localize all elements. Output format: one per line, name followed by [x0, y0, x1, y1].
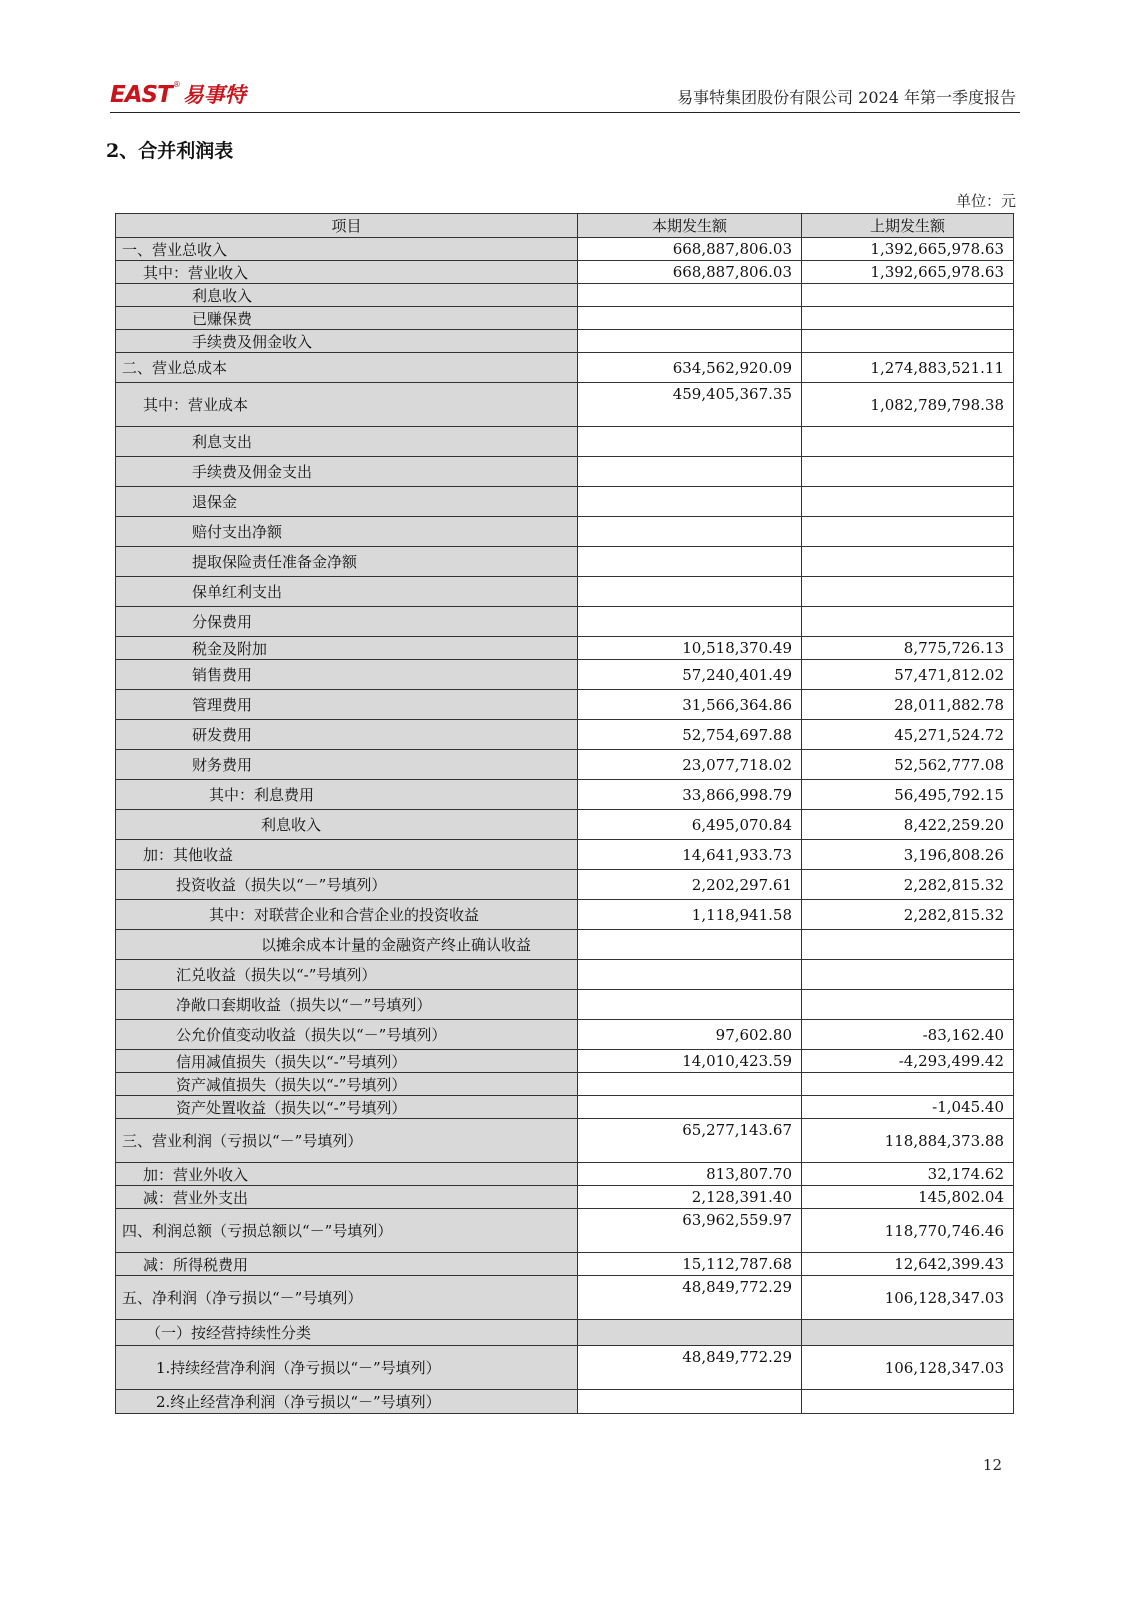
row-current-value: 668,887,806.03 — [578, 261, 802, 284]
page-header — [110, 78, 1020, 113]
table-row — [116, 1253, 1014, 1276]
table-row — [116, 780, 1014, 810]
row-current-value: 6,495,070.84 — [578, 810, 802, 840]
row-current-value: 63,962,559.97 — [578, 1209, 802, 1253]
row-previous-value: 145,802.04 — [802, 1186, 1014, 1209]
row-item-label: 其中：营业成本 — [116, 383, 578, 427]
row-item-label: 手续费及佣金收入 — [116, 330, 578, 353]
row-previous-value: 8,775,726.13 — [802, 637, 1014, 660]
row-item-label: 减：所得税费用 — [116, 1253, 578, 1276]
row-item-label: 三、营业利润（亏损以“－”号填列） — [116, 1119, 578, 1163]
row-previous-value — [802, 547, 1014, 577]
row-current-value — [578, 284, 802, 307]
report-title: 易事特集团股份有限公司 2024 年第一季度报告 — [677, 88, 1016, 107]
row-current-value — [578, 1390, 802, 1414]
row-current-value: 668,887,806.03 — [578, 238, 802, 261]
row-previous-value — [802, 990, 1014, 1020]
logo-chinese-text: 易事特 — [182, 82, 246, 107]
row-previous-value — [802, 1073, 1014, 1096]
row-item-label: （一）按经营持续性分类 — [116, 1320, 578, 1346]
row-previous-value: 1,392,665,978.63 — [802, 261, 1014, 284]
column-header-previous: 上期发生额 — [802, 214, 1014, 238]
row-current-value — [578, 330, 802, 353]
income-statement-table — [115, 213, 1014, 1414]
row-previous-value: 12,642,399.43 — [802, 1253, 1014, 1276]
row-current-value: 10,518,370.49 — [578, 637, 802, 660]
row-previous-value: 56,495,792.15 — [802, 780, 1014, 810]
column-header-item: 项目 — [116, 214, 578, 238]
table-row — [116, 1073, 1014, 1096]
table-row — [116, 1320, 1014, 1346]
row-current-value: 2,202,297.61 — [578, 870, 802, 900]
row-item-label: 二、营业总成本 — [116, 353, 578, 383]
table-row — [116, 1186, 1014, 1209]
row-item-label: 四、利润总额（亏损总额以“－”号填列） — [116, 1209, 578, 1253]
row-current-value: 14,010,423.59 — [578, 1050, 802, 1073]
table-row — [116, 750, 1014, 780]
row-current-value: 634,562,920.09 — [578, 353, 802, 383]
table-row — [116, 307, 1014, 330]
row-item-label: 管理费用 — [116, 690, 578, 720]
row-item-label: 保单红利支出 — [116, 577, 578, 607]
row-previous-value: 106,128,347.03 — [802, 1346, 1014, 1390]
row-previous-value — [802, 930, 1014, 960]
table-row — [116, 930, 1014, 960]
row-item-label: 利息收入 — [116, 284, 578, 307]
row-item-label: 净敞口套期收益（损失以“－”号填列） — [116, 990, 578, 1020]
row-item-label: 五、净利润（净亏损以“－”号填列） — [116, 1276, 578, 1320]
row-item-label: 一、营业总收入 — [116, 238, 578, 261]
table-row — [116, 577, 1014, 607]
row-previous-value: 1,274,883,521.11 — [802, 353, 1014, 383]
row-current-value: 23,077,718.02 — [578, 750, 802, 780]
row-previous-value — [802, 457, 1014, 487]
table-row — [116, 261, 1014, 284]
table-row — [116, 284, 1014, 307]
row-item-label: 以摊余成本计量的金融资产终止确认收益 — [116, 930, 578, 960]
row-item-label: 加：营业外收入 — [116, 1163, 578, 1186]
row-item-label: 1.持续经营净利润（净亏损以“－”号填列） — [116, 1346, 578, 1390]
row-item-label: 利息收入 — [116, 810, 578, 840]
row-current-value: 1,118,941.58 — [578, 900, 802, 930]
row-current-value — [578, 960, 802, 990]
row-current-value — [578, 577, 802, 607]
table-row — [116, 1390, 1014, 1414]
table-row — [116, 547, 1014, 577]
table-row — [116, 960, 1014, 990]
table-row — [116, 457, 1014, 487]
row-previous-value — [802, 284, 1014, 307]
row-item-label: 已赚保费 — [116, 307, 578, 330]
row-previous-value: -4,293,499.42 — [802, 1050, 1014, 1073]
column-header-current: 本期发生额 — [578, 214, 802, 238]
row-item-label: 销售费用 — [116, 660, 578, 690]
table-row — [116, 900, 1014, 930]
row-current-value: 459,405,367.35 — [578, 383, 802, 427]
row-previous-value — [802, 307, 1014, 330]
row-current-value — [578, 487, 802, 517]
row-item-label: 手续费及佣金支出 — [116, 457, 578, 487]
row-current-value — [578, 990, 802, 1020]
row-item-label: 加：其他收益 — [116, 840, 578, 870]
row-current-value: 48,849,772.29 — [578, 1276, 802, 1320]
row-previous-value: 1,392,665,978.63 — [802, 238, 1014, 261]
section-title: 2、合并利润表 — [106, 140, 234, 162]
table-row — [116, 238, 1014, 261]
row-previous-value: 45,271,524.72 — [802, 720, 1014, 750]
table-row — [116, 1209, 1014, 1253]
row-previous-value: 2,282,815.32 — [802, 870, 1014, 900]
row-current-value: 97,602.80 — [578, 1020, 802, 1050]
table-row — [116, 1020, 1014, 1050]
row-previous-value: 106,128,347.03 — [802, 1276, 1014, 1320]
unit-label: 单位：元 — [955, 192, 1016, 210]
row-current-value — [578, 457, 802, 487]
row-previous-value — [802, 487, 1014, 517]
table-row — [116, 1276, 1014, 1320]
table-row — [116, 330, 1014, 353]
table-row — [116, 427, 1014, 457]
row-previous-value — [802, 607, 1014, 637]
row-current-value — [578, 517, 802, 547]
row-previous-value: 118,884,373.88 — [802, 1119, 1014, 1163]
table-row — [116, 810, 1014, 840]
row-item-label: 研发费用 — [116, 720, 578, 750]
table-row — [116, 1050, 1014, 1073]
row-current-value: 813,807.70 — [578, 1163, 802, 1186]
row-previous-value: 32,174.62 — [802, 1163, 1014, 1186]
row-current-value: 33,866,998.79 — [578, 780, 802, 810]
table-row — [116, 637, 1014, 660]
row-previous-value: 28,011,882.78 — [802, 690, 1014, 720]
row-current-value — [578, 607, 802, 637]
row-current-value: 31,566,364.86 — [578, 690, 802, 720]
table-row — [116, 1096, 1014, 1119]
table-row — [116, 660, 1014, 690]
row-item-label: 信用减值损失（损失以“-”号填列） — [116, 1050, 578, 1073]
row-previous-value — [802, 960, 1014, 990]
row-previous-value: 57,471,812.02 — [802, 660, 1014, 690]
row-current-value: 14,641,933.73 — [578, 840, 802, 870]
row-item-label: 资产处置收益（损失以“-”号填列） — [116, 1096, 578, 1119]
row-previous-value: -1,045.40 — [802, 1096, 1014, 1119]
table-row — [116, 720, 1014, 750]
row-previous-value — [802, 517, 1014, 547]
row-previous-value: -83,162.40 — [802, 1020, 1014, 1050]
row-previous-value: 52,562,777.08 — [802, 750, 1014, 780]
table-row — [116, 1163, 1014, 1186]
row-item-label: 税金及附加 — [116, 637, 578, 660]
company-logo — [110, 78, 246, 108]
row-item-label: 利息支出 — [116, 427, 578, 457]
row-item-label: 投资收益（损失以“－”号填列） — [116, 870, 578, 900]
row-item-label: 财务费用 — [116, 750, 578, 780]
row-current-value — [578, 427, 802, 457]
row-previous-value: 3,196,808.26 — [802, 840, 1014, 870]
row-previous-value: 8,422,259.20 — [802, 810, 1014, 840]
row-current-value — [578, 1320, 802, 1346]
table-row — [116, 517, 1014, 547]
table-row — [116, 353, 1014, 383]
row-previous-value: 118,770,746.46 — [802, 1209, 1014, 1253]
registered-mark: ® — [172, 80, 181, 89]
row-previous-value: 2,282,815.32 — [802, 900, 1014, 930]
row-current-value — [578, 547, 802, 577]
page-number: 12 — [982, 1456, 1002, 1474]
table-row — [116, 383, 1014, 427]
row-current-value: 48,849,772.29 — [578, 1346, 802, 1390]
row-item-label: 分保费用 — [116, 607, 578, 637]
logo-east-text: EAST — [110, 82, 172, 108]
row-current-value — [578, 307, 802, 330]
row-current-value — [578, 1073, 802, 1096]
row-item-label: 退保金 — [116, 487, 578, 517]
row-item-label: 公允价值变动收益（损失以“－”号填列） — [116, 1020, 578, 1050]
row-previous-value — [802, 1390, 1014, 1414]
table-row — [116, 690, 1014, 720]
row-item-label: 资产减值损失（损失以“-”号填列） — [116, 1073, 578, 1096]
row-previous-value: 1,082,789,798.38 — [802, 383, 1014, 427]
table-header-row — [116, 214, 1014, 238]
table-row — [116, 607, 1014, 637]
row-item-label: 其中：营业收入 — [116, 261, 578, 284]
row-previous-value — [802, 577, 1014, 607]
table-row — [116, 487, 1014, 517]
table-row — [116, 1119, 1014, 1163]
row-current-value: 65,277,143.67 — [578, 1119, 802, 1163]
row-item-label: 赔付支出净额 — [116, 517, 578, 547]
row-previous-value — [802, 330, 1014, 353]
row-current-value: 52,754,697.88 — [578, 720, 802, 750]
row-current-value: 57,240,401.49 — [578, 660, 802, 690]
row-current-value: 2,128,391.40 — [578, 1186, 802, 1209]
row-item-label: 提取保险责任准备金净额 — [116, 547, 578, 577]
row-item-label: 其中：利息费用 — [116, 780, 578, 810]
row-item-label: 汇兑收益（损失以“-”号填列） — [116, 960, 578, 990]
row-previous-value — [802, 1320, 1014, 1346]
row-current-value — [578, 930, 802, 960]
row-item-label: 其中：对联营企业和合营企业的投资收益 — [116, 900, 578, 930]
row-current-value: 15,112,787.68 — [578, 1253, 802, 1276]
table-row — [116, 840, 1014, 870]
table-row — [116, 990, 1014, 1020]
row-item-label: 减：营业外支出 — [116, 1186, 578, 1209]
row-current-value — [578, 1096, 802, 1119]
table-row — [116, 1346, 1014, 1390]
row-item-label: 2.终止经营净利润（净亏损以“－”号填列） — [116, 1390, 578, 1414]
table-row — [116, 870, 1014, 900]
row-previous-value — [802, 427, 1014, 457]
